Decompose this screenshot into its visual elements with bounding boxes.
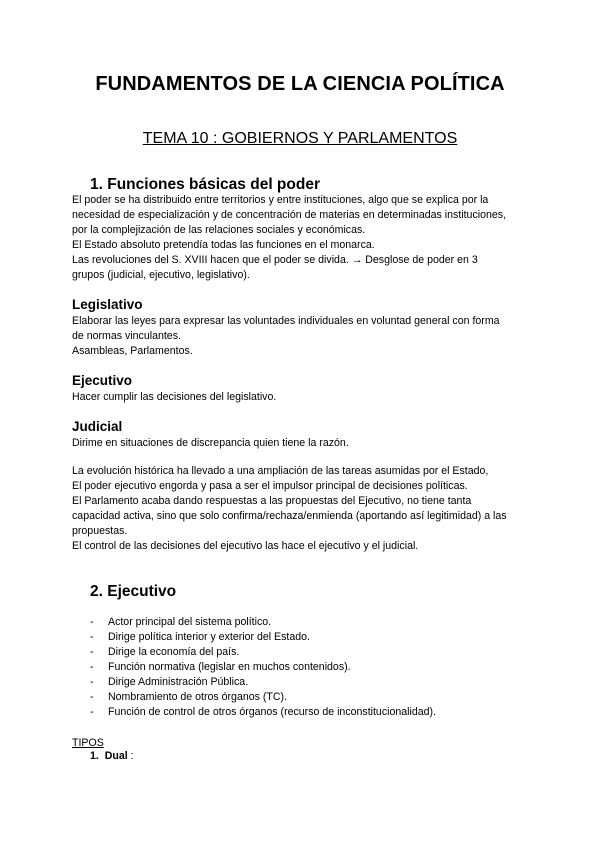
tipos-label: TIPOS [72,737,104,749]
list-item: - Función de control de otros órganos (recurso de inconstitucionalidad). [90,705,436,720]
legislativo-heading: Legislativo [72,297,143,312]
list-item: - Actor principal del sistema político. [90,615,436,630]
text-line: El poder se ha distribuido entre territorios y entre instituciones, algo que se explica por la [72,194,489,206]
text-line: El control de las decisiones del ejecutivo las hace el ejecutivo y el judicial. [72,540,419,552]
text-line: por la complejización de las relaciones sociales y económicas. [72,224,366,236]
text-line: Las revoluciones del S. XVIII hacen que el poder se divida. → Desglose de poder en 3 [72,254,478,266]
text-line: Dirime en situaciones de discrepancia quien tiene la razón. [72,437,349,449]
text-line: Elaborar las leyes para expresar las voluntades individuales en voluntad general con forma [72,315,500,327]
list-item: - Función normativa (legislar en muchos contenidos). [90,660,436,675]
evolution-body [72,464,542,554]
list-item: - Nombramiento de otros órganos (TC). [90,690,436,705]
tipo-dual [90,750,134,762]
text-line: propuestas. [72,525,128,537]
tipo-label: Dual [104,750,128,762]
tipo-suffix: : [127,750,134,762]
tipo-number: 1. [90,750,99,762]
section1-heading: 1. Funciones básicas del poder [90,176,320,193]
text-line: El Parlamento acaba dando respuestas a las propuestas del Ejecutivo, no tiene tanta [72,495,472,507]
text-line: El Estado absoluto pretendía todas las funciones en el monarca. [72,239,375,251]
document-subtitle: TEMA 10 : GOBIERNOS Y PARLAMENTOS [142,130,458,147]
legislativo-body [72,314,542,359]
text-line: Asambleas, Parlamentos. [72,345,193,357]
judicial-body [72,436,542,451]
ejecutivo-body [72,390,542,405]
text-line: de normas vinculantes. [72,330,181,342]
ejecutivo-heading: Ejecutivo [72,373,133,388]
text-line: La evolución histórica ha llevado a una ampliación de las tareas asumidas por el Estado, [72,465,489,477]
list-item: - Dirige la economía del país. [90,645,436,660]
list-item: - Dirige Administración Pública. [90,675,436,690]
text-line: Hacer cumplir las decisiones del legislativo. [72,391,277,403]
text-line: necesidad de especialización y de concentración de materias en determinadas instituciones, [72,209,507,221]
ejecutivo-functions-list [90,615,436,720]
section1-body [72,193,542,283]
document-title: FUNDAMENTOS DE LA CIENCIA POLÍTICA [95,73,505,95]
text-line: grupos (judicial, ejecutivo, legislativo). [72,269,250,281]
list-item: - Dirige política interior y exterior del Estado. [90,630,436,645]
judicial-heading: Judicial [72,419,123,434]
text-line: El poder ejecutivo engorda y pasa a ser el impulsor principal de decisiones políticas. [72,480,468,492]
section2-heading: 2. Ejecutivo [90,583,177,600]
text-line: capacidad activa, sino que solo confirma/rechaza/enmienda (aportando así legitimidad) a las [72,510,507,522]
